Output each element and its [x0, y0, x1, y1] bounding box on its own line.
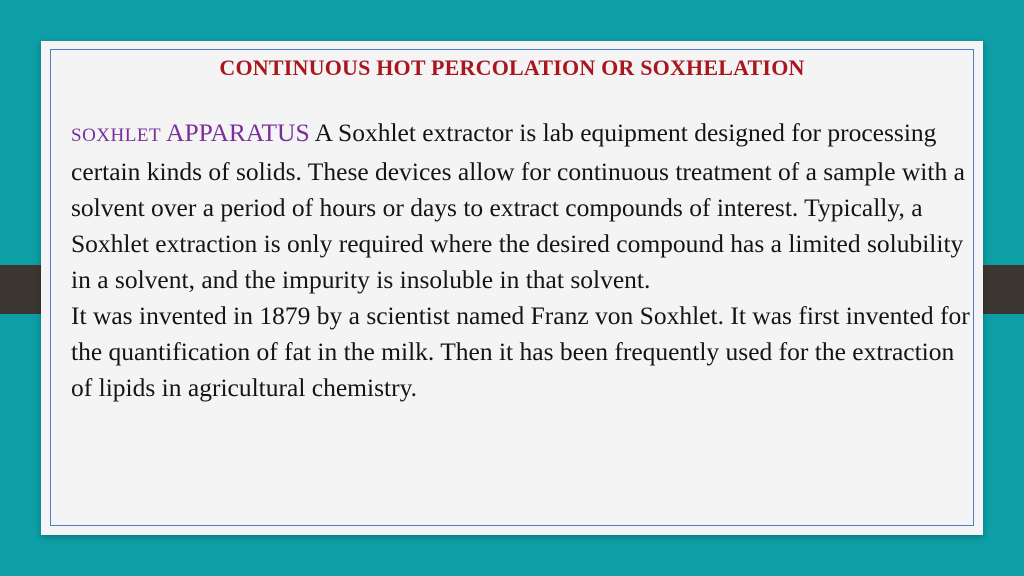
slide-title: CONTINUOUS HOT PERCOLATION OR SOXHELATION [219, 55, 805, 80]
heading-apparatus: APPARATUS [166, 118, 310, 147]
paragraph-two: It was invented in 1879 by a scientist named Franz von Soxhlet. It was first invented for the quantification of fat in the milk. Then it has been frequently used for the extraction of lipids in agricultural chemistry. [71, 301, 970, 402]
paragraph-one-text: A Soxhlet extractor is lab equipment designed for processing certain kinds of solids. These devices allow for continuous treatment of a sample with a solvent over a period of hours or days to extract compounds of interest. Typically, a Soxhlet extraction is only required where the desired compound has a limited solubility in a solvent, and the impurity is insoluble in that solvent. [71, 118, 965, 294]
heading-small-caps: SOXHLET [71, 125, 162, 146]
slide-body [71, 115, 971, 406]
paragraph-one [71, 115, 971, 298]
slide-card [41, 41, 983, 535]
